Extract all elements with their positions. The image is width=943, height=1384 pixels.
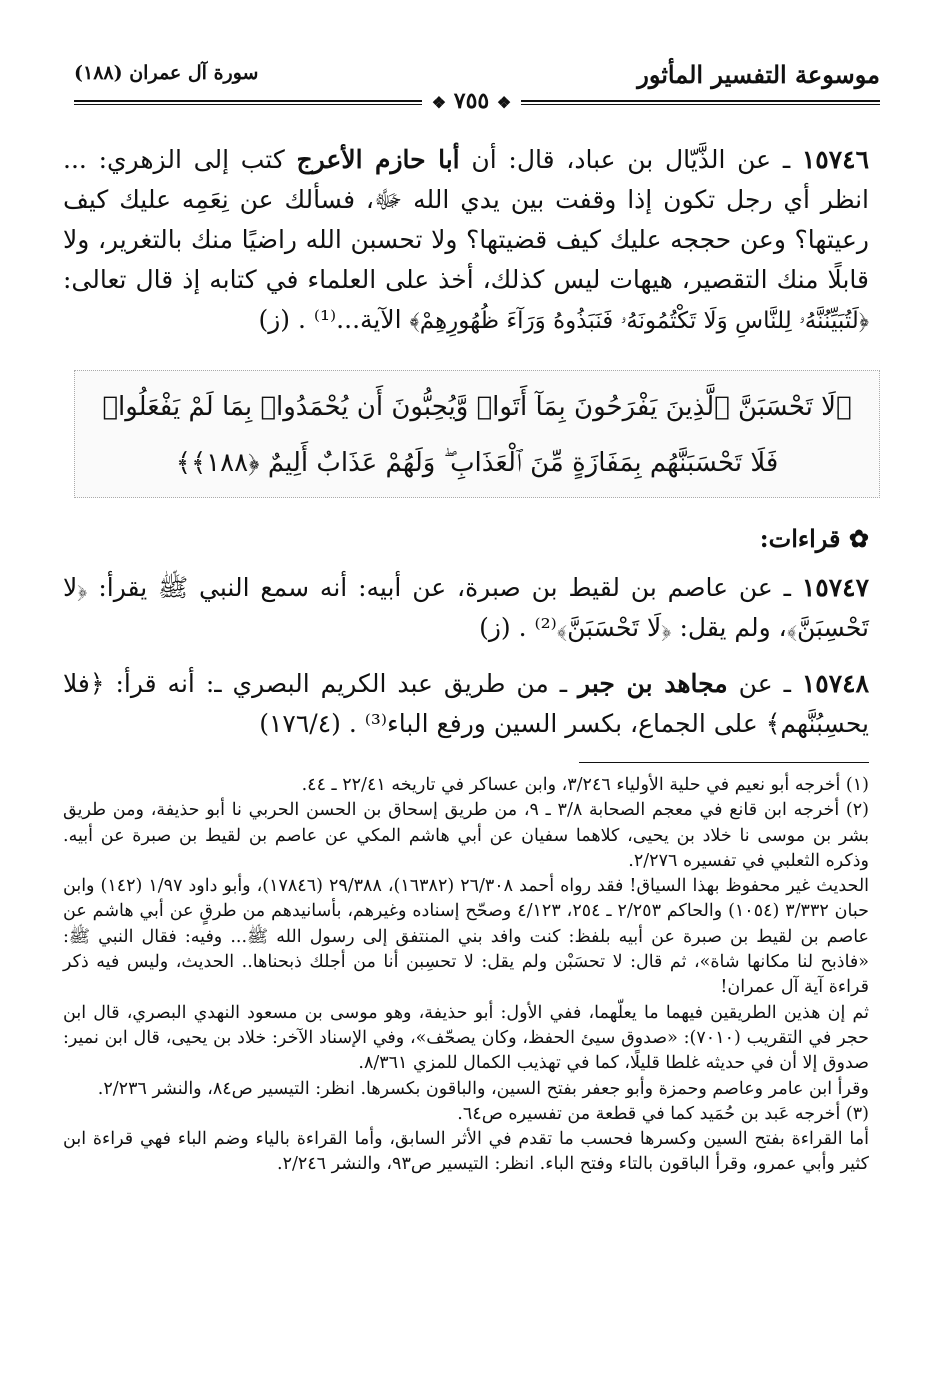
footnote: (٣) أخرجه عَبد بن حُمَيد كما في قطعة من تفسيره ص٦٤. <box>457 1103 869 1124</box>
footnote: وقرأ ابن عامر وعاصم وحمزة وأبو جعفر بفتح السين، والباقون بكسرها. انظر: التيسير ص٨٤، والنشر ٢/٢٣٦. <box>97 1078 869 1099</box>
narrator-name: أبا حازم الأعرج <box>296 145 460 174</box>
ayah-line-1: ﴿لَا تَحْسَبَنَّ ٱلَّذِينَ يَفْرَحُونَ بِمَآ أَتَوا۟ وَّيُحِبُّونَ أَن يُحْمَدُوا۟ بِمَا لَمْ يَفْعَلُوا۟ <box>102 392 852 422</box>
paragraph-15748: ١٥٧٤٨ ـ عن مجاهد بن جبر ـ من طريق عبد الكريم البصري ـ: أنه قرأ: ﴿فلا يحسِبُنَّهم﴾ على الجماع، بكسر السين ورفع الباء⁽³⁾ . (١٧٦/٤) <box>63 669 869 738</box>
hadith-number: ١٥٧٤٧ <box>801 573 869 602</box>
footnote: أما القراءة بفتح السين وكسرها فحسب ما تقدم في الأثر السابق، وأما القراءة بالياء وضم الباء فهي قراءة ابن كثير وأبي عمرو، وقرأ الباقون بالتاء وفتح الباء. انظر: التيسير ص٩٣، والنشر ٢/٢٤٦. <box>63 1129 869 1175</box>
hadith-number: ١٥٧٤٦ <box>801 145 870 174</box>
paragraph-15747: ١٥٧٤٧ ـ عن عاصم بن لقيط بن صبرة، عن أبيه: أنه سمع النبي ﷺ يقرأ: ﴿لا تَحْسِبَنَّ﴾، ولم يقل: ﴿لَا تَحْسَبَنَّ﴾⁽²⁾ . (ز) <box>63 573 869 642</box>
hadith-number: ١٥٧٤٨ <box>801 669 869 698</box>
footnote: (١) أخرجه أبو نعيم في حلية الأولياء ٣/٢٤٦، وابن عساكر في تاريخه ٢٢/٤١ ـ ٤٤. <box>301 775 869 795</box>
ayah-line-2: فَلَا تَحْسَبَنَّهُم بِمَفَازَةٍ مِّنَ ٱلْعَذَابِ ۖ وَلَهُمْ عَذَابٌ أَلِيمٌ ﴿١٨٨﴾﴾ <box>175 448 779 478</box>
footnotes <box>63 773 869 1178</box>
paragraph-15746: ١٥٧٤٦ ـ عن الذَّيّال بن عباد، قال: أن أبا حازم الأعرج كتب إلى الزهري: ... انظر أي رجل تكون إذا وقفت بين يدي الله ﷻ، فسألك عن نِعَمِه عليك كيف رعيتها؟ وعن حججه عليك كيف قضيتها؟ ولا تحسبن الله راضيًا منك بالتغرير، ولا قابلًا منك التقصير، هيهات ليس كذلك، أخذ على العلماء في كتابه إذ قال تعالى: ﴿لَتُبَيِّنُنَّهُۥ لِلنَّاسِ وَلَا تَكْتُمُونَهُۥ فَنَبَذُوهُ وَرَآءَ ظُهُورِهِمْ﴾ الآية...⁽¹⁾ . (ز) <box>63 145 870 334</box>
book-title: موسوعة التفسير المأثور <box>637 60 880 89</box>
footnote-separator <box>579 762 869 763</box>
narrator-name: مجاهد بن جبر <box>578 669 728 698</box>
ornament-left-icon: ❖ <box>431 93 447 112</box>
surah-label: سورة آل عمران (١٨٨) <box>74 62 259 84</box>
footnote: (٢) أخرجه ابن قانع في معجم الصحابة ٣/٨ ـ ٩، من طريق إسحاق بن الحسن الحربي نا أبو حذيفة، ومن طريق بشر بن موسى نا خلاد بن يحيى، كلاهما سفيان عن أبي هاشم المكي عن عاصم بن لقيط بن صبرة عن أبيه. وذكره الثعلبي في تفسيره ٢/٢٧٦. <box>63 800 869 871</box>
footnote: ثم إن هذين الطريقين فيهما ما يعلّهما، ففي الأول: أبو حذيفة، وهو موسى بن مسعود النهدي البصري، قال ابن حجر في التقريب (٧٠١٠): «صدوق سيئ الحفظ، وكان يصحّف»، وفي الإسناد الآخر: خلاد بن يحيى، قال ابن نمير: صدوق إلا أن في حديثه غلطا قليلًا، كما في تهذيب الكمال للمزي ٨/٣٦١. <box>63 1002 869 1074</box>
section-title: ✿ قراءات: <box>759 524 869 553</box>
ornament-right-icon: ❖ <box>496 93 512 112</box>
footnote: الحديث غير محفوظ بهذا السياق! فقد رواه أحمد ٢٦/٣٠٨ (١٦٣٨٢)، ٢٩/٣٨٨ (١٧٨٤٦)، وأبو داود ١/٩٧ (١٤٢) وابن حبان ٣/٣٣٢ (١٠٥٤) والحاكم ٢/٢٥٣ ـ ٢٥٤، ٤/١٢٣ وصحّح إسناده وغيرهم، بأسانيدهم من طرقٍ عن أبي هاشم عن عاصم بن لقيط بن صبرة عن أبيه بلفظ: كنت وافد بني المنتفق إلى رسول الله ﷺ... وفيه: فقال النبي ﷺ: «فاذبح لنا مكانها شاة»، ثم قال: لا تحسَبْن ولم يقل: لا تحسِبن أنا من أجلك ذبحناها.. الحديث، وليس فيه ذكر قراءة آية آل عمران! <box>63 876 870 998</box>
quran-quote: ﴿لَتُبَيِّنُنَّهُۥ لِلنَّاسِ وَلَا تَكْتُمُونَهُۥ فَنَبَذُوهُ وَرَآءَ ظُهُورِهِمْ﴾ <box>409 308 869 334</box>
page-number-box <box>422 88 521 114</box>
page-number: ٧٥٥ <box>453 88 490 114</box>
ayah-box <box>74 370 880 498</box>
